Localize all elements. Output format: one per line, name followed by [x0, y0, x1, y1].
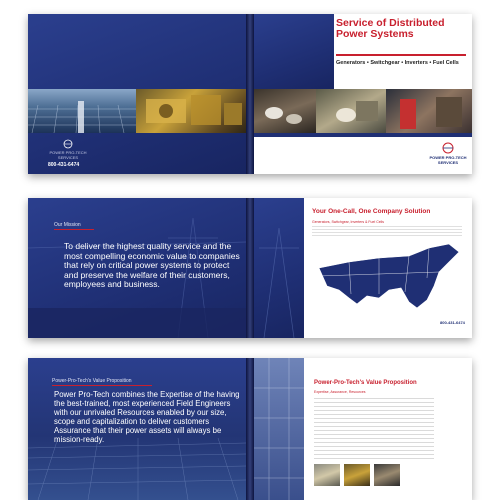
engine-thumb-photo	[344, 464, 370, 486]
mission-rule	[54, 229, 94, 230]
value-prop-right-title: Power-Pro-Tech's Value Proposition	[314, 380, 417, 386]
cover-spread	[28, 14, 472, 174]
solar-edge-photo	[254, 358, 304, 500]
cover-subtitle: Generators • Switchgear • Inverters • Fuel Cells	[336, 60, 459, 66]
logo-text: POWER PRO-TECH SERVICES	[49, 150, 87, 160]
front-cover-page	[254, 14, 472, 174]
engine-graphic	[136, 89, 246, 133]
value-prop-label: Power-Pro-Tech's Value Proposition	[52, 378, 132, 384]
field-engineer-graphic	[386, 89, 472, 133]
cover-photo-strip-left	[28, 89, 246, 133]
value-prop-spread	[28, 358, 472, 500]
cover-title	[336, 18, 445, 40]
spine-gutter	[246, 198, 254, 338]
mission-text: To deliver the highest quality service and the most compelling economic value to companies that rely on critical power systems to protect and preserve the welfare of their customers, employees and business.	[64, 241, 240, 289]
cover-title-rule	[336, 54, 466, 56]
value-prop-right-subtitle: Expertise, Assurance, Resources	[314, 390, 366, 394]
hands-tools-photo	[254, 89, 316, 133]
value-prop-rule	[52, 385, 152, 386]
cover-photo-strip-right	[254, 89, 472, 133]
logo-mark-icon	[61, 139, 75, 149]
cover-logo-small	[48, 139, 88, 160]
value-prop-page	[28, 358, 246, 500]
value-prop-bullets	[314, 398, 434, 460]
field-engineer-photo	[386, 89, 472, 133]
solar-panels-photo	[28, 89, 136, 133]
cover-title-line2: Power Systems	[336, 28, 414, 40]
back-cover-page	[28, 14, 246, 174]
spine-gutter	[246, 14, 254, 174]
mission-spread	[28, 198, 472, 338]
cover-blue-band	[254, 14, 334, 89]
engineer-graphic	[316, 89, 386, 133]
solution-subtitle: Generators, Switchgear, Inverters & Fuel Cells	[312, 220, 384, 224]
solution-title: Your One-Call, One Company Solution	[312, 208, 431, 215]
solution-blue-edge	[254, 198, 304, 338]
logo-mark-icon	[439, 142, 457, 154]
solution-phone: 800-431-6474	[440, 320, 465, 325]
cover-phone: 800-431-6474	[48, 162, 80, 168]
spine-gutter	[246, 358, 254, 500]
generator-engine-photo	[136, 89, 246, 133]
logo-text: POWER PRO-TECH SERVICES	[429, 155, 467, 165]
engineer-work-photo	[316, 89, 386, 133]
tower-graphic	[254, 198, 304, 338]
engineer-thumb-photo	[314, 464, 340, 486]
mission-page	[28, 198, 246, 338]
mission-label: Our Mission	[54, 222, 81, 228]
cover-title-line1: Service of Distributed	[336, 17, 445, 29]
cover-bottom-band	[254, 133, 472, 137]
hands-graphic	[254, 89, 316, 133]
value-prop-detail-page	[254, 358, 472, 500]
equipment-thumb-photo	[374, 464, 400, 486]
us-coverage-map	[309, 238, 469, 318]
solar-panels-graphic	[28, 89, 136, 133]
solution-body-text	[312, 226, 462, 236]
solar-grid-graphic	[254, 358, 304, 500]
value-prop-text: Power Pro-Tech combines the Expertise of the having the best-trained, most experienced Field Engineers with our unrivaled Resources enabled by our size, scope and capitalization to deliver customers Assurance that their power assets will always be mission-ready.	[54, 390, 240, 444]
cover-logo-large	[428, 142, 468, 165]
solution-page	[254, 198, 472, 338]
